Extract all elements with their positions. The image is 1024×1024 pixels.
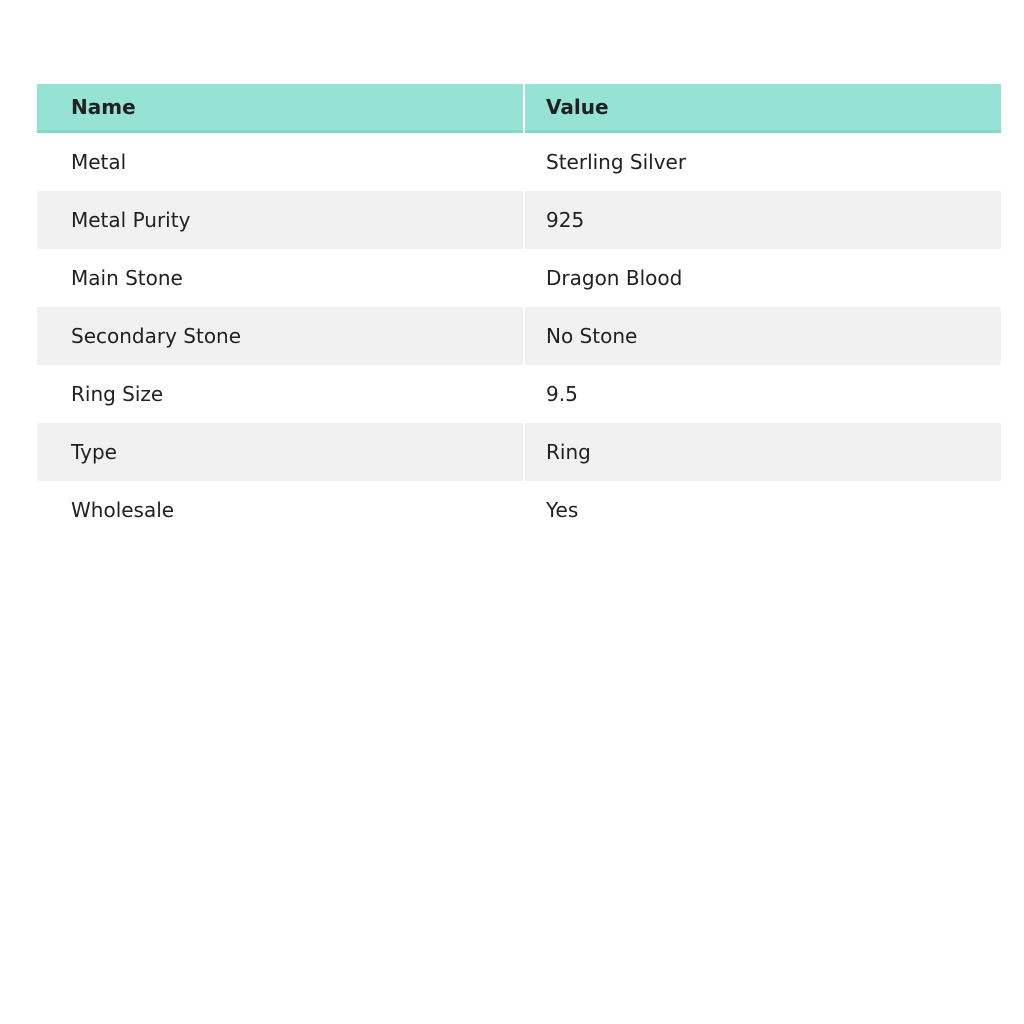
cell-value: Sterling Silver bbox=[525, 133, 1001, 191]
product-spec-table bbox=[37, 84, 1001, 539]
cell-value: Ring bbox=[525, 423, 1001, 481]
cell-name: Secondary Stone bbox=[37, 307, 523, 365]
header-cell-value: Value bbox=[525, 84, 1001, 133]
cell-name: Wholesale bbox=[37, 481, 523, 539]
cell-value: 925 bbox=[525, 191, 1001, 249]
cell-value: Dragon Blood bbox=[525, 249, 1001, 307]
cell-name: Ring Size bbox=[37, 365, 523, 423]
cell-value: 9.5 bbox=[525, 365, 1001, 423]
header-cell-name: Name bbox=[37, 84, 523, 133]
cell-name: Main Stone bbox=[37, 249, 523, 307]
cell-value: No Stone bbox=[525, 307, 1001, 365]
cell-name: Metal Purity bbox=[37, 191, 523, 249]
cell-value: Yes bbox=[525, 481, 1001, 539]
cell-name: Type bbox=[37, 423, 523, 481]
cell-name: Metal bbox=[37, 133, 523, 191]
